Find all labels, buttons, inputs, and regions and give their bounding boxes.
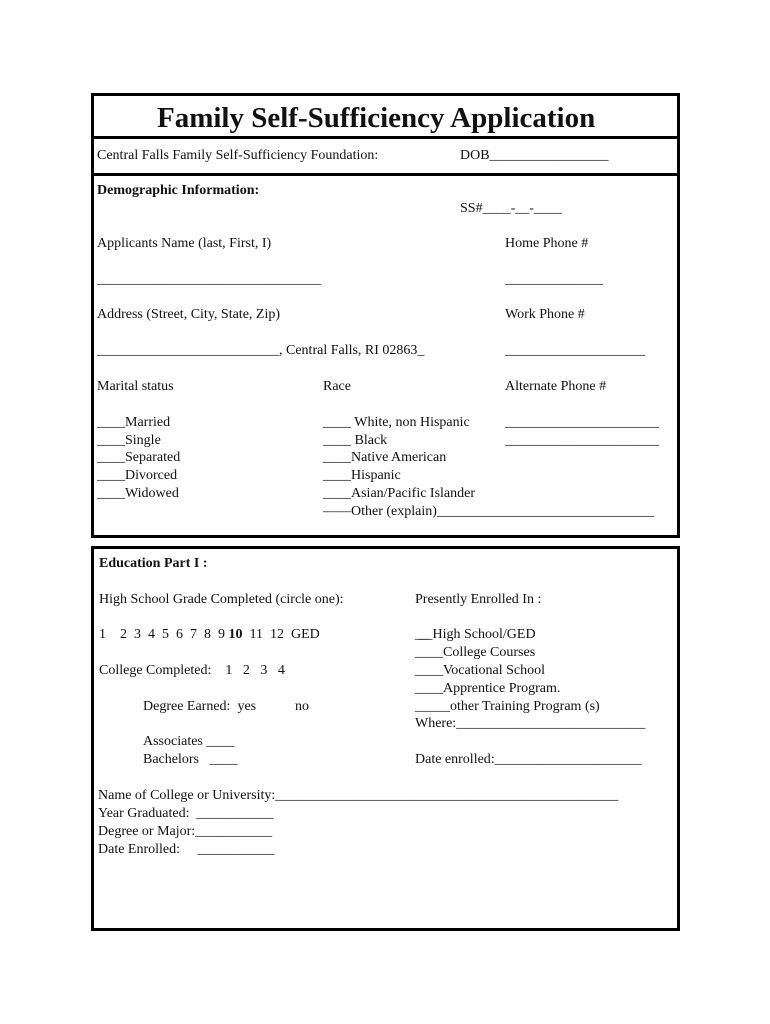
home-phone-field[interactable]: ______________ [505,272,603,287]
where-field[interactable]: Where:___________________________ [415,716,646,731]
enrolled-option-high-school[interactable]: _̲_̲ High School/GED [415,627,536,642]
marital-status-label: Marital status [97,379,174,394]
dob-field[interactable]: DOB_________________ [460,148,609,163]
bachelors-field[interactable]: Bachelors ____ [143,752,238,767]
applicant-name-label: Applicants Name (last, First, I) [97,236,272,251]
alternate-phone-field-1[interactable]: ______________________ [505,415,659,430]
work-phone-field[interactable]: ____________________ [505,343,645,358]
applicant-name-field[interactable]: ________________________________ [97,272,321,287]
marital-option-single[interactable]: ____Single [97,433,161,448]
alternate-phone-field-2[interactable]: ______________________ [505,433,659,448]
home-phone-label: Home Phone # [505,236,589,251]
date-enrolled-field[interactable]: Date Enrolled: ___________ [98,842,275,857]
race-option-hispanic[interactable]: ____Hispanic [323,468,401,483]
associates-field[interactable]: Associates ____ [143,734,235,749]
degree-earned-yes[interactable]: Degree Earned: yes [143,699,257,714]
work-phone-label: Work Phone # [505,307,585,322]
marital-option-separated[interactable]: ____Separated [97,450,181,465]
grade-options[interactable] [99,628,320,642]
title-divider [91,136,680,139]
marital-option-married[interactable]: ____Married [97,415,171,430]
degree-earned-no[interactable]: no [295,699,309,714]
demographic-heading: Demographic Information: [97,183,260,198]
race-option-other[interactable]: ——Other (explain)_______________________________ [323,504,654,519]
race-option-native-american[interactable]: ____Native American [323,450,447,465]
date-enrolled-right-field[interactable]: Date enrolled:_____________________ [415,752,642,767]
enrolled-option-college[interactable]: ____College Courses [415,645,536,660]
college-name-field[interactable]: Name of College or University:_________________________________________________ [98,788,619,803]
race-option-asian[interactable]: ____Asian/Pacific Islander [323,486,476,501]
marital-option-widowed[interactable]: ____Widowed [97,486,179,501]
foundation-label: Central Falls Family Self-Sufficiency Foundation: [97,148,379,163]
alternate-phone-label: Alternate Phone # [505,379,607,394]
college-completed[interactable]: College Completed: 1 2 3 4 [99,663,285,678]
high-school-grade-label: High School Grade Completed (circle one): [99,592,344,607]
address-label: Address (Street, City, State, Zip) [97,307,281,322]
race-label: Race [323,379,351,394]
ss-field[interactable]: SS#____-__-____ [460,201,562,216]
grade-selected[interactable]: 10 [228,627,243,642]
address-field[interactable]: __________________________, Central Falls, RI 02863_ [97,343,425,358]
race-option-black[interactable]: ____ Black [323,433,388,448]
page-title: Family Self-Sufficiency Application [157,102,596,134]
enrolled-option-vocational[interactable]: ____Vocational School [415,663,546,678]
race-option-white[interactable]: ____ White, non Hispanic [323,415,470,430]
presently-enrolled-label: Presently Enrolled In : [415,592,542,607]
grade-options-low[interactable]: 1 2 3 4 5 6 7 8 9 [99,627,225,642]
marital-option-divorced[interactable]: ____Divorced [97,468,178,483]
year-graduated-field[interactable]: Year Graduated: ___________ [98,806,274,821]
degree-major-field[interactable]: Degree or Major:___________ [98,824,273,839]
enrolled-option-apprentice[interactable]: ____Apprentice Program. [415,681,561,696]
enrolled-option-other[interactable]: _____other Training Program (s) [415,699,600,714]
grade-options-high[interactable]: 11 12 GED [249,627,320,642]
education-heading: Education Part I : [99,556,208,571]
header-divider [91,173,680,176]
